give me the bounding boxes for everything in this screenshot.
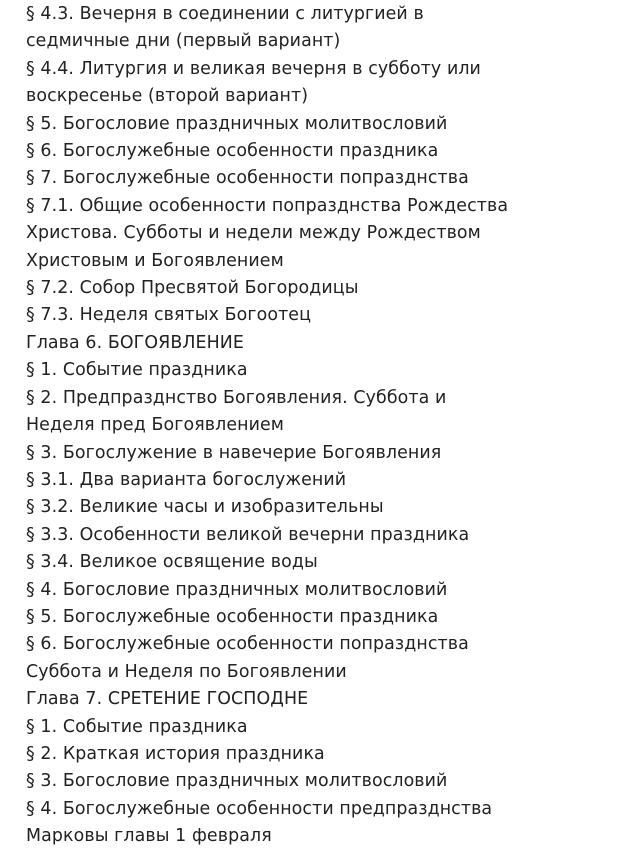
toc-line: Христовым и Богоявлением [26, 250, 284, 271]
toc-line: Марковы главы 1 февраля [26, 826, 272, 847]
toc-line: § 5. Богослужебные особенности праздника [26, 606, 439, 627]
table-of-contents [26, 1, 616, 851]
toc-line: § 4. Богослужебные особенности предпразднства [26, 798, 493, 819]
toc-chapter-heading: Глава 7. СРЕТЕНИЕ ГОСПОДНЕ [26, 689, 309, 710]
toc-line: § 7.3. Неделя святых Богоотец [26, 305, 312, 326]
toc-line: § 6. Богослужебные особенности праздника [26, 141, 439, 162]
toc-line: § 3.3. Особенности великой вечерни праздника [26, 524, 470, 545]
toc-line: § 1. Событие праздника [26, 716, 248, 737]
toc-line: § 5. Богословие праздничных молитвословий [26, 113, 448, 134]
toc-line: § 3. Богослужение в навечерие Богоявления [26, 442, 442, 463]
toc-line: воскресенье (второй вариант) [26, 86, 309, 107]
toc-line: § 7.1. Общие особенности попразднства Рождества [26, 195, 509, 216]
toc-line: § 3.4. Великое освящение воды [26, 552, 318, 573]
toc-chapter-heading: Глава 6. БОГОЯВЛЕНИЕ [26, 332, 244, 353]
toc-line: Суббота и Неделя по Богоявлении [26, 661, 347, 682]
toc-line: § 4. Богословие праздничных молитвословий [26, 579, 448, 600]
toc-line: § 4.3. Вечерня в соединении с литургией в [26, 4, 424, 24]
toc-line: Христова. Субботы и недели между Рождеством [26, 223, 481, 244]
toc-line: § 1. Событие праздника [26, 360, 248, 381]
toc-line: § 4.4. Литургия и великая вечерня в субботу или [26, 58, 481, 79]
toc-line: Неделя пред Богоявлением [26, 415, 285, 436]
toc-line: § 3. Богословие праздничных молитвословий [26, 771, 448, 792]
toc-line: седмичные дни (первый вариант) [26, 31, 341, 52]
toc-line: § 3.1. Два варианта богослужений [26, 469, 347, 490]
toc-line: § 7.2. Собор Пресвятой Богородицы [26, 278, 359, 299]
toc-line: § 6. Богослужебные особенности попразднства [26, 634, 469, 655]
toc-line: § 2. Предпразднство Богоявления. Суббота и [26, 387, 447, 408]
toc-line: § 3.2. Великие часы и изобразительны [26, 497, 384, 518]
toc-line: § 7. Богослужебные особенности попразднства [26, 168, 469, 189]
toc-line: § 2. Краткая история праздника [26, 743, 325, 764]
